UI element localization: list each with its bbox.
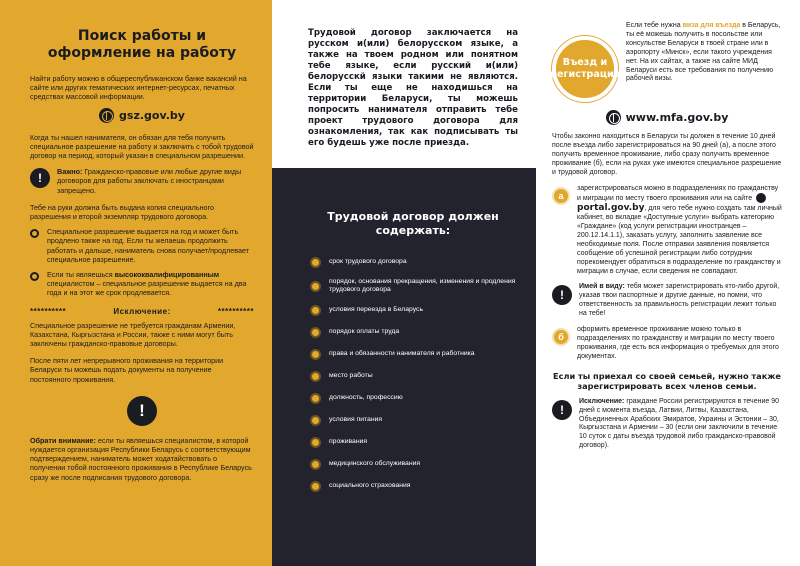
- option-b: б оформить временное проживание можно только в подразделениях по гражданству и миграции по месту твоего проживания, где есть вся информация о требуемых для этого документах.: [552, 326, 782, 362]
- globe-icon: [99, 108, 114, 123]
- option-a-badge: а: [552, 187, 570, 205]
- globe-icon: [606, 110, 621, 125]
- permanent-residence-text: После пяти лет непрерывного проживания на территории Беларуси ты можешь подать документы на получение постоянного проживания.: [30, 356, 224, 384]
- bullet-icon: [310, 481, 321, 492]
- contract-language-text: Трудовой договор заключается на русском и(или) белорусском языке, а также на твоем родном или понятном тебе языке, если русский и(или) белорусскй языки такими не являются. Если ты еще не находишься на территории Беларуси, ты можешь попросить нанимателя отправить тебе проект трудового договора для ознакомления, так как подписывать ты его будешь уже после приезда.: [308, 28, 518, 148]
- exception-heading: ********** Исключение: **********: [30, 306, 254, 316]
- list-item: медицинского обслуживания: [310, 458, 516, 471]
- alert-icon: !: [552, 400, 572, 420]
- list-item: порядок оплаты труда: [310, 326, 516, 339]
- entry-registration-badge: Въезд и регистрация: [552, 36, 618, 102]
- gsz-site-link[interactable]: gsz.gov.by: [119, 108, 185, 122]
- entry-registration-panel: [536, 0, 800, 566]
- alert-icon: !: [552, 285, 572, 305]
- list-item: права и обязанности нанимателя и работника: [310, 348, 516, 361]
- permit-bullet-1: Специальное разрешение выдается на год и может быть продлено также на год. Если ты желаешь продолжить работать и дальше, наниматель снова получает/продлевает специальное разрешение.: [30, 227, 254, 264]
- job-search-title: Поиск работы и оформление на работу: [47, 28, 237, 61]
- exception-title: Исключение:: [113, 306, 171, 316]
- list-item: должность, профессию: [310, 392, 516, 405]
- bullet-icon: [310, 349, 321, 360]
- list-item: порядок, основания прекращения, изменения и продления трудового договора: [310, 278, 516, 295]
- visa-text: Если тебе нужна виза для въезда в Беларусь, ты её можешь получить в посольстве или консульстве Беларуси в твоей стране или в аэропорту «Минск», если такого учреждения нет. На их сайтах, а также на сайте МИД Беларуси есть все требования по получению рабочей визы.: [626, 22, 781, 83]
- globe-icon: [756, 193, 766, 203]
- bullet-icon: [310, 371, 321, 382]
- alert-icon: !: [30, 168, 50, 188]
- job-search-intro: Найти работу можно в общереспубликанском банке вакансий на сайте или других тематических интернет-ресурсах, печатных средствах массовой информации.: [30, 74, 247, 102]
- bullet-dot-icon: [30, 229, 39, 238]
- note-block: ! Имей в виду: тебя может зарегистрировать кто-либо другой, указав твои паспортные и другие данные, но помни, что ответственность за правильность регистрации лежит только на тебе!: [552, 283, 782, 319]
- family-registration-note: Если ты приехал со своей семьей, нужно также зарегистрировать всех членов семьи.: [553, 370, 781, 391]
- attention-alert-icon: !: [127, 396, 157, 426]
- list-item: условия питания: [310, 414, 516, 427]
- option-a: а зарегистрироваться можно в подразделениях по гражданству и миграции по месту твоего проживания или на сайте portal.gov.by, для чего тебе нужно создать там личный кабинет, во вкладке «Доступные услуги» выбрать категорию «Граждане» (код услуги регистрации иностранцев – 200.12.14.1.1), заказать услугу, заполнить заявление все необходимые поля. После отправки заявления появляется сообщение об успешной регистрации либо сотрудник порекомендует обратиться в подразделение по гражданству и миграции в случае, если сведения не совпадают.: [552, 185, 782, 277]
- important-note: [30, 167, 254, 195]
- visa-block: [552, 22, 782, 102]
- mfa-site-link[interactable]: www.mfa.gov.by: [625, 111, 729, 124]
- gsz-site[interactable]: [30, 108, 254, 123]
- contract-copy-text: Тебе на руки должна быть выдана копия специального разрешения и второй экземпляр трудового договора.: [30, 202, 215, 222]
- bullet-icon: [310, 459, 321, 470]
- important-label: Важно:: [57, 167, 83, 177]
- list-item: условия переезда в Беларусь: [310, 304, 516, 317]
- bullet-icon: [310, 257, 321, 268]
- contract-contents-list: [310, 256, 516, 493]
- list-item: срок трудового договора: [310, 256, 516, 269]
- portal-link[interactable]: portal.gov.by: [577, 203, 645, 214]
- permit-bullet-2: Если ты являешься высококвалифицированным специалистом – специальное разрешение выдается на два года и на этот же срок продлевается.: [30, 270, 254, 298]
- bullet-icon: [310, 305, 321, 316]
- bullet-dot-icon: [30, 272, 39, 281]
- employer-obligation-text: Когда ты нашел нанимателя, он обязан для тебя получить специальное разрешение на работу и заключить с тобой трудовой договор на период, который указан в специальном разрешении.: [30, 132, 254, 161]
- bullet-icon: [310, 281, 321, 292]
- job-search-panel: [0, 0, 272, 566]
- important-text: Гражданско-правовые или любые другие виды договоров для работы заключать с иностранцами запрещено.: [57, 167, 242, 195]
- mfa-site[interactable]: [552, 110, 782, 125]
- contract-contents-heading: Трудовой договор должен содержать:: [327, 210, 499, 237]
- bullet-icon: [310, 415, 321, 426]
- legal-stay-text: Чтобы законно находиться в Беларуси ты должен в течение 10 дней после въезда либо зарегистрироваться на 90 дней (а), а после этого получить временное проживание, либо сразу получить временное проживание (б), если на руках уже имеются специальное разрешение и трудовой договор.: [552, 133, 782, 176]
- contract-language-panel: [272, 0, 536, 168]
- attention-note: Обрати внимание: если ты являешься специалистом, в которой нуждается организация Республики Беларусь с соответствующим подтверждением, наниматель может ходатайствовать о получении тобой постоянного проживания в Республике Беларусь сразу же после подписания трудового договора.: [30, 435, 252, 482]
- option-b-badge: б: [552, 328, 570, 346]
- bullet-icon: [310, 437, 321, 448]
- list-item: проживания: [310, 436, 516, 449]
- bullet-icon: [310, 327, 321, 338]
- bullet-icon: [310, 393, 321, 404]
- contract-contents-panel: [272, 168, 536, 566]
- list-item: социального страхования: [310, 480, 516, 493]
- list-item: место работы: [310, 370, 516, 383]
- registration-exception: ! Исключение: граждане России регистрируются в течение 90 дней с момента въезда, Латвии, Литвы, Казахстана, Объединенных Арабских Эмиратов, Украины и Эстонии – 30, Кыргызстана и Армении – 30 (если они заключили в течение 10 суток с даты въезда трудовой либо гражданско-правовой договор).: [552, 398, 782, 451]
- exception-text: Специальное разрешение не требуется гражданам Армении, Казахстана, Кыргызстана и России, также с ними могут быть заключены гражданско-правовые договоры.: [30, 320, 236, 349]
